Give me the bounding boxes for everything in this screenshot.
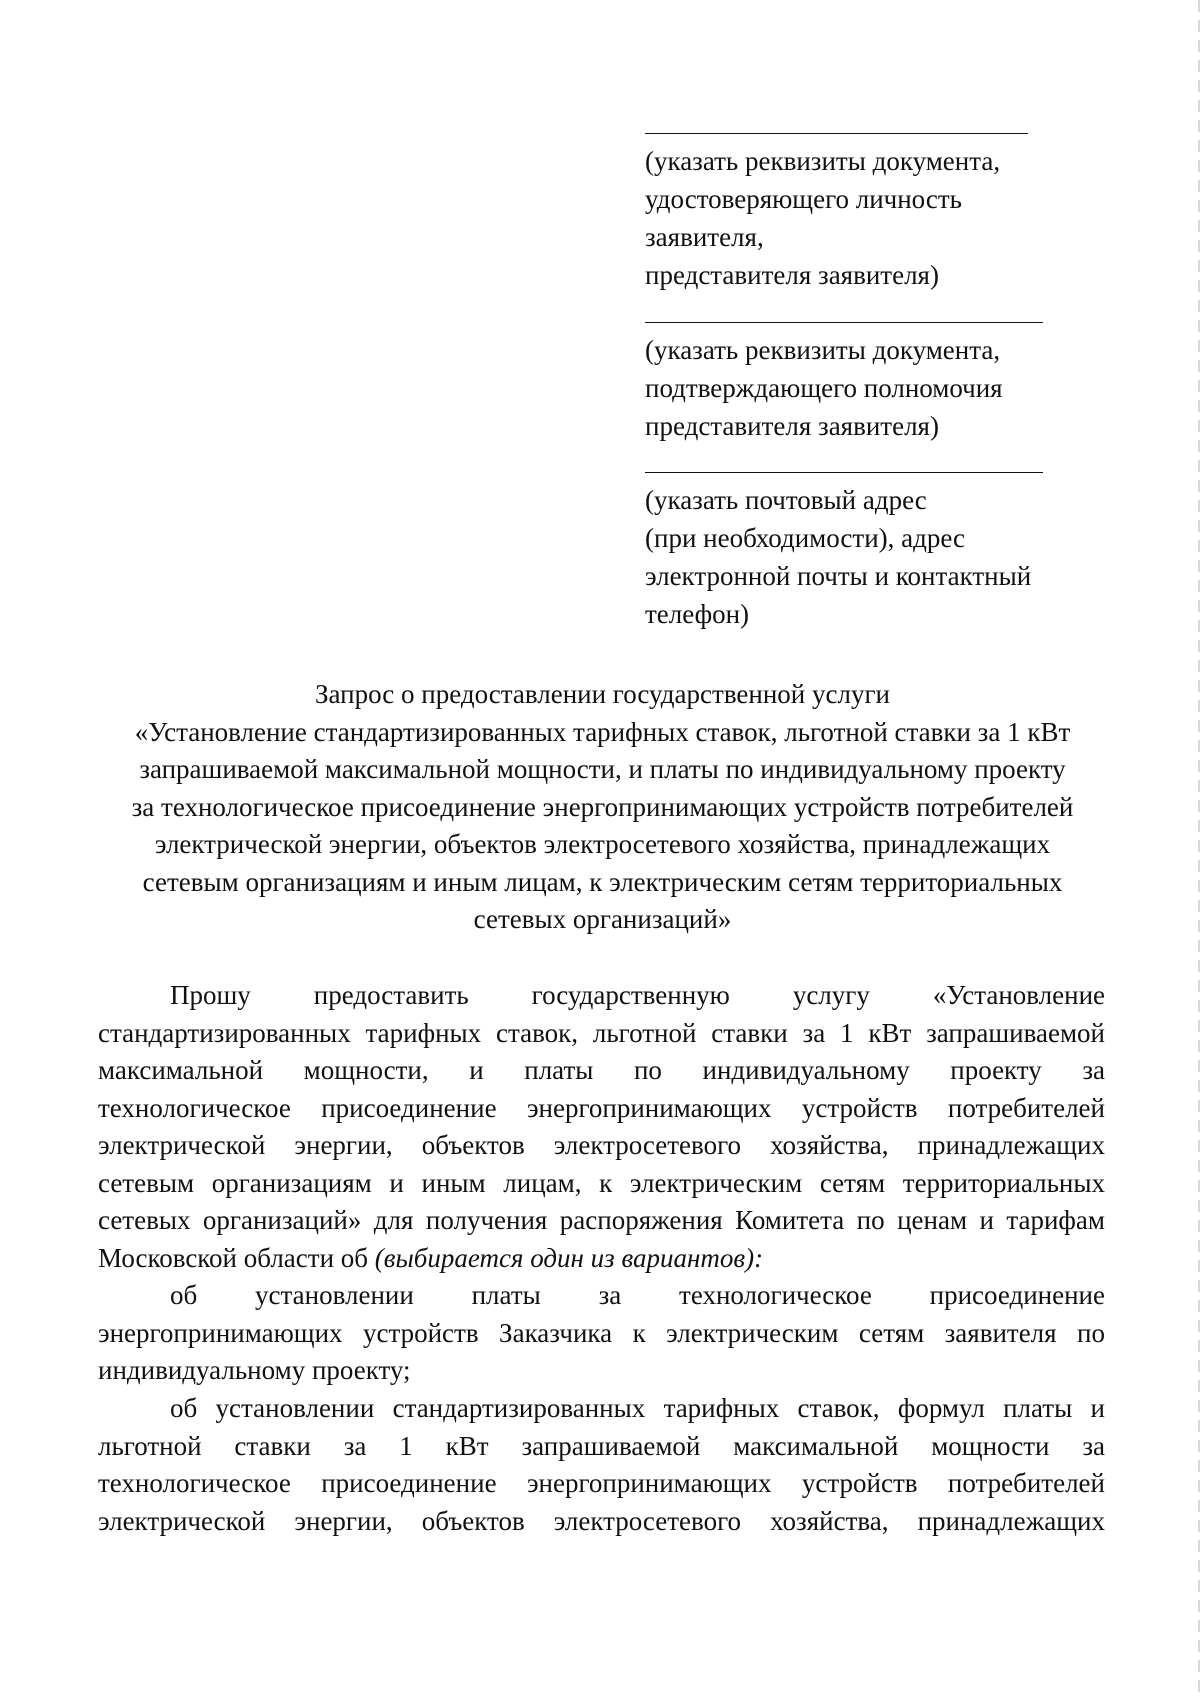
requisite-line: подтверждающего полномочия xyxy=(645,373,1003,403)
paragraph-line xyxy=(98,1240,1105,1278)
requisite-line: представителя заявителя) xyxy=(645,260,939,290)
title-line: электрической энергии, объектов электросетевого хозяйства, принадлежащих xyxy=(154,829,1051,859)
requisite-line: (указать реквизиты документа, xyxy=(645,335,1001,365)
requisite-line: (при необходимости), адрес xyxy=(645,523,966,553)
fill-in-line xyxy=(645,322,1043,323)
title-line: за технологическое присоединение энергопринимающих устройств потребителей xyxy=(131,791,1074,822)
option-individual-project xyxy=(98,1277,1105,1390)
title-line: запрашиваемой максимальной мощности, и платы по индивидуальному проекту xyxy=(139,754,1066,784)
paragraph-line: Прошу предоставить государственную услугу «Установление xyxy=(170,980,1105,1010)
requisite-line: представителя заявителя) xyxy=(645,411,939,441)
authority-document-requisites xyxy=(645,322,1095,445)
paragraph-line: стандартизированных тарифных ставок, льготной ставки за 1 кВт запрашиваемой xyxy=(98,1017,1105,1048)
options-note: (выбирается один из вариантов): xyxy=(374,1242,764,1273)
identity-document-requisites xyxy=(645,133,1095,294)
requisite-line: телефон) xyxy=(645,599,750,629)
paragraph-line: максимальной мощности, и платы по индивидуальному проекту за xyxy=(98,1055,1105,1085)
paragraph-line: льготной ставки за 1 кВт запрашиваемой максимальной мощности за xyxy=(98,1430,1105,1461)
requisite-line: удостоверяющего личность xyxy=(645,184,962,214)
paragraph-line: электрической энергии, объектов электросетевого хозяйства, принадлежащих xyxy=(98,1505,1105,1536)
requisite-line: электронной почты и контактный xyxy=(645,561,1032,591)
paragraph-line: технологическое присоединение энергопринимающих устройств потребителей xyxy=(98,1092,1105,1123)
title-line: Запрос о предоставлении государственной услуги xyxy=(315,679,890,709)
paragraph-line: об установлении стандартизированных тарифных ставок, формул платы и xyxy=(170,1393,1105,1423)
paragraph-line: сетевых организаций» для получения распоряжения Комитета по ценам и тарифам xyxy=(98,1205,1105,1235)
title-line: «Установление стандартизированных тарифных ставок, льготной ставки за 1 кВт xyxy=(134,716,1071,747)
fill-in-line xyxy=(645,133,1028,134)
paragraph-line: индивидуальному проекту; xyxy=(98,1355,411,1385)
title-line: сетевых организаций» xyxy=(473,904,732,934)
paragraph-line: энергопринимающих устройств Заказчика к электрическим сетям заявителя по xyxy=(98,1317,1105,1348)
option-standardized-rates xyxy=(98,1390,1105,1540)
paragraph-line: электрической энергии, объектов электросетевого хозяйства, принадлежащих xyxy=(98,1130,1105,1160)
paragraph-line: об установлении платы за технологическое присоединение xyxy=(170,1280,1105,1310)
request-title xyxy=(100,676,1105,939)
paragraph-text: Московской области об xyxy=(98,1242,375,1273)
requisite-line: заявителя, xyxy=(645,222,764,252)
requisite-line: (указать почтовый адрес xyxy=(645,485,927,515)
paragraph-line: технологическое присоединение энергопринимающих устройств потребителей xyxy=(98,1468,1105,1498)
title-line: сетевым организациям и иным лицам, к электрическим сетям территориальных xyxy=(142,866,1063,897)
paragraph-line: сетевым организациям и иным лицам, к электрическим сетям территориальных xyxy=(98,1167,1105,1198)
request-paragraph xyxy=(98,977,1105,1277)
contact-details-requisites xyxy=(645,472,1095,633)
fill-in-line xyxy=(645,472,1043,473)
requisite-line: (указать реквизиты документа, xyxy=(645,146,1001,176)
